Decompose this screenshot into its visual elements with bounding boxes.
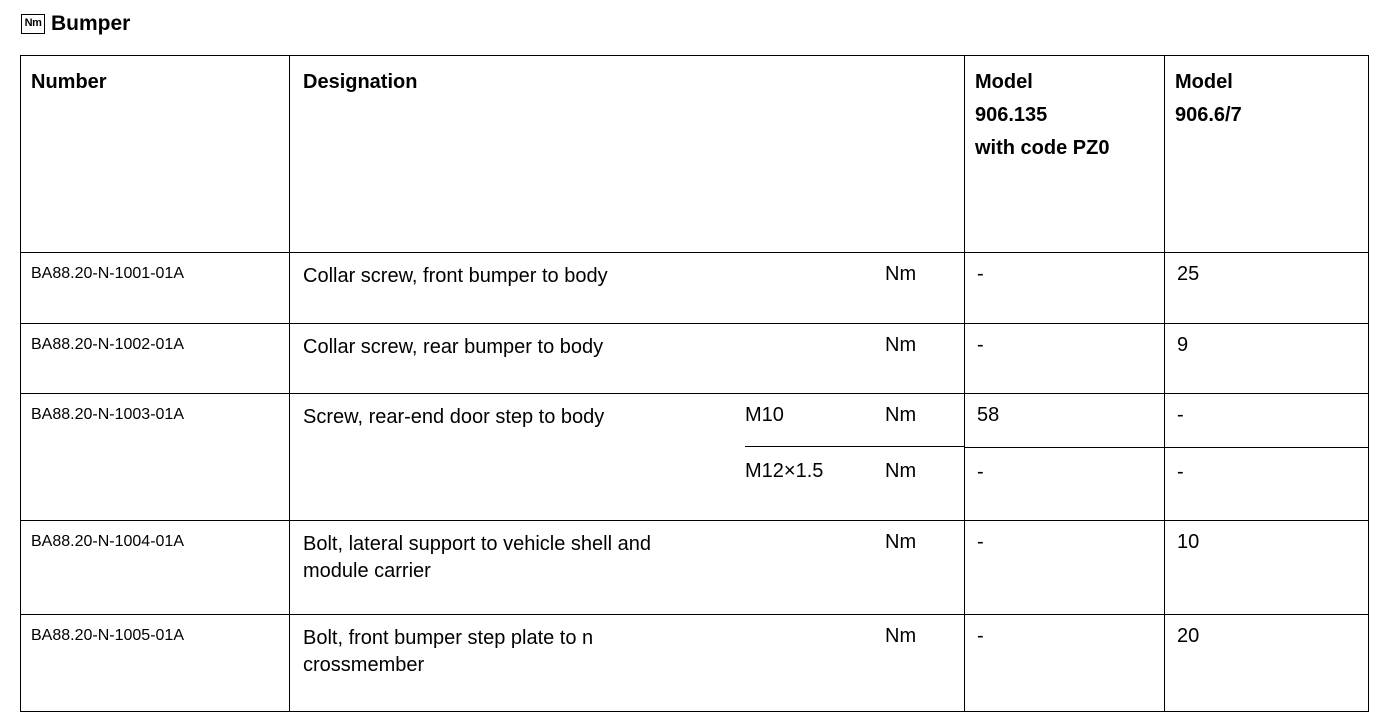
torque-table (20, 55, 1369, 712)
row-model1-value: - (977, 263, 984, 285)
row-unit: Nm (885, 334, 917, 356)
row-model1-value: - (977, 624, 984, 647)
row-model2-value: 20 (1177, 624, 1200, 647)
row-model1-value: - (977, 530, 984, 553)
row-model1-value: - (977, 334, 984, 356)
row-number: BA88.20-N-1003-01A (31, 406, 184, 423)
row-model1-value: 58 (977, 404, 1000, 426)
row-number: BA88.20-N-1004-01A (31, 532, 184, 550)
row-model2-value: - (1177, 460, 1184, 483)
torque-nm-icon: Nm (21, 14, 45, 34)
header-number: Number (21, 56, 290, 253)
table-row (21, 614, 1369, 711)
header-model-906-6-7: Model 906.6/7 (1165, 56, 1369, 253)
table-row (21, 520, 1369, 614)
row-unit: Nm (885, 460, 917, 482)
page-title: Bumper (51, 12, 131, 35)
row-number: BA88.20-N-1001-01A (31, 265, 184, 282)
row-designation: Collar screw, rear bumper to body (303, 336, 604, 358)
row-designation: Collar screw, front bumper to body (303, 265, 608, 287)
row-unit: Nm (885, 624, 917, 647)
header-model-906-135: Model 906.135 with code PZ0 (965, 56, 1165, 253)
row-designation: Bolt, front bumper step plate to n crossmember (303, 626, 594, 676)
row-unit: Nm (885, 263, 917, 285)
row-dimension: M10 (745, 394, 885, 447)
row-unit: Nm (885, 530, 917, 553)
row-designation: Screw, rear-end door step to body (303, 406, 605, 428)
row-model1-value: - (977, 460, 984, 483)
row-unit: Nm (885, 394, 964, 447)
row-dimension (745, 324, 885, 361)
header-designation: Designation (290, 56, 965, 253)
table-row (21, 324, 1369, 394)
row-designation: Bolt, lateral support to vehicle shell and module carrier (303, 532, 651, 582)
table-row (21, 253, 1369, 324)
table-header-row (21, 56, 1369, 253)
row-model2-value: 9 (1177, 334, 1189, 356)
row-model2-value: 25 (1177, 263, 1200, 285)
row-dimension (745, 615, 885, 679)
row-model2-value: 10 (1177, 530, 1200, 553)
section-title (21, 10, 130, 38)
table-row (21, 394, 1369, 448)
row-dimension (745, 521, 885, 585)
row-number: BA88.20-N-1005-01A (31, 626, 184, 644)
row-dimension (745, 253, 885, 290)
row-dimension: M12×1.5 (745, 460, 824, 482)
row-number: BA88.20-N-1002-01A (31, 336, 184, 353)
row-model2-value: - (1177, 404, 1184, 426)
